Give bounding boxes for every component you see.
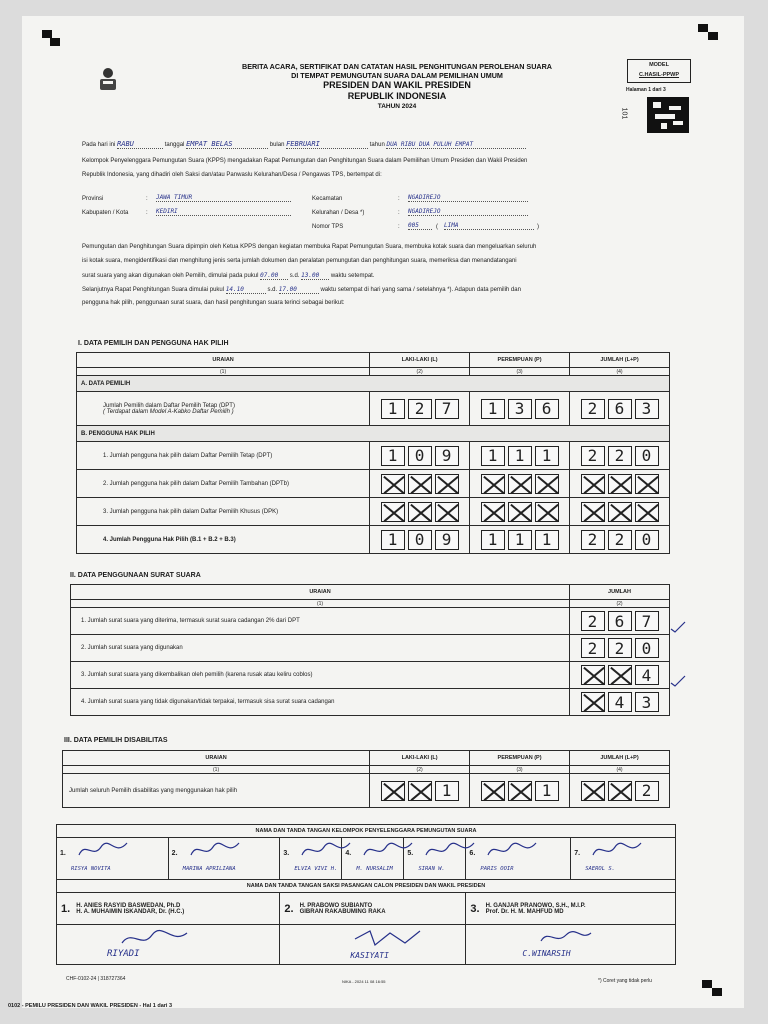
signature-icon [117,927,197,949]
corner-marker [708,32,718,40]
crossed-box [581,692,605,712]
col-jumlah: JUMLAH [570,585,670,600]
kpps-member-name: SAEROL S. [585,866,615,872]
col-perempuan: PEREMPUAN (P) [470,751,570,766]
digit-boxes [374,399,465,419]
kelurahan-field: NGADIREJO [408,208,528,216]
table-row [71,608,670,635]
kpps-title: NAMA DAN TANDA TANGAN KELOMPOK PENYELENGGARA PEMUNGUTAN SUARA [57,825,676,838]
crossed-box [581,502,605,522]
col-laki: LAKI-LAKI (L) [370,353,470,368]
crossed-box [581,665,605,685]
digit-boxes [374,474,465,494]
digit-box: 0 [408,446,432,466]
crossed-box [408,502,432,522]
digit-boxes [374,502,465,522]
digit-box: 2 [608,446,632,466]
crossed-box [481,781,505,801]
title-line-3: PRESIDEN DAN WAKIL PRESIDEN [323,80,471,90]
digit-box: 0 [635,446,659,466]
digit-boxes [374,530,465,550]
qr-code-icon [647,97,689,133]
digit-box: 1 [535,781,559,801]
tps-label: Nomor TPS [312,224,344,230]
col-num: (4) [570,368,670,376]
digit-boxes [574,665,665,685]
crossed-box [535,502,559,522]
crossed-box [608,502,632,522]
section-1-title: I. DATA PEMILIH DAN PENGGUNA HAK PILIH [78,340,229,347]
tps-paren-open: ( [436,224,438,230]
digit-box: 6 [535,399,559,419]
kabupaten-field: KEDIRI [156,208,291,216]
crossed-box [535,474,559,494]
section-a-title: A. DATA PEMILIH [77,376,670,392]
intro-paragraph-1b: Republik Indonesia, yang dihadiri oleh Saksi dan/atau Panwaslu Kelurahan/Desa / Pengawas TPS, bertempat di: [82,172,382,178]
digit-boxes [474,781,565,801]
digit-box: 7 [435,399,459,419]
ss-r1-label: 1. Jumlah surat suara yang diterima, termasuk surat suara cadangan 2% dari DPT [71,608,570,635]
col-uraian: URAIAN [63,751,370,766]
digit-boxes [474,474,565,494]
intro-paragraph-3b: pengguna hak pilih, penggunaan surat suara, dan hasil penghitungan suara terinci sebagai berikut: [82,300,345,306]
tps-code: 101 [620,107,628,120]
digit-box: 4 [608,692,632,712]
corner-marker [702,980,712,988]
table-row [63,774,670,808]
kpps-member-number: 5. [407,850,414,857]
intro-paragraph-1: Kelompok Penyelenggara Pemungutan Suara (KPPS) mengadakan Rapat Pemungutan dan Penghitungan Suara dalam Pemilihan Umum Presiden dan Wakil Presiden [82,158,528,164]
provinsi-label: Provinsi [82,196,104,202]
candidate-2-vice: GIBRAN RAKABUMING RAKA [299,908,386,915]
kpps-signature-cell [342,838,404,880]
provinsi-colon: : [146,196,148,202]
kpps-signature-cell [571,838,676,880]
crossed-box [581,781,605,801]
section-3-table [62,750,670,808]
digit-box: 4 [635,665,659,685]
digit-box: 9 [435,446,459,466]
witness-3-name: C.WINARSIH [522,949,571,958]
bulan-field: FEBRUARI [286,140,368,149]
candidate-3-president: H. GANJAR PRANOWO, S.H., M.I.P. [485,902,586,909]
crossed-box [381,502,405,522]
table-row [77,392,670,426]
col-jumlah: JUMLAH (L+P) [570,751,670,766]
digit-box: 2 [635,781,659,801]
section-1-table [76,352,670,554]
digit-box: 3 [508,399,532,419]
hari-field: RABU [117,140,163,149]
digit-box: 9 [435,530,459,550]
kpps-member-name: SIRAN W. [418,866,445,872]
ss-r2-label: 2. Jumlah surat suara yang digunakan [71,635,570,662]
digit-box: 2 [581,530,605,550]
digit-box: 0 [408,530,432,550]
digit-box: 1 [481,446,505,466]
table-row [71,635,670,662]
crossed-box [608,781,632,801]
digit-boxes [574,446,665,466]
crossed-box [635,502,659,522]
col-num: (1) [71,600,570,608]
kpps-member-name: PARIS OOIR [480,866,514,872]
kpps-signature-cell [466,838,571,880]
check-mark-icon [670,620,686,634]
corner-marker [712,988,722,996]
crossed-box [481,474,505,494]
digit-boxes [574,399,665,419]
b2-label: 2. Jumlah pengguna hak pilih dalam Daftar Pemilih Tambahan (DPTb) [77,470,370,498]
crossed-box [408,474,432,494]
digit-box: 1 [481,399,505,419]
digit-box: 2 [581,446,605,466]
crossed-box [508,502,532,522]
witness-1-name: RIYADI [107,949,140,959]
tanggal-field: EMPAT BELAS [186,140,268,149]
ss-r3-label: 3. Jumlah surat suara yang dikembalikan oleh pemilih (karena rusak atau keliru coblos) [71,662,570,689]
digit-box: 1 [381,446,405,466]
kpps-member-name: ELVIA VIVI H. [294,866,338,872]
digit-box: 0 [635,638,659,658]
intro-paragraph-2a: Pemungutan dan Penghitungan Suara dipimpin oleh Ketua KPPS dengan kegiatan membuka Rapat Pemungutan Suara, membuka kotak suara dan mengeluarkan seluruh [82,244,537,250]
crossed-box [635,474,659,494]
pada-hari-ini-label: Pada hari ini [82,142,116,148]
sd-label-1: s.d. [289,273,300,279]
kpps-signature-row [57,838,676,880]
witness-signature-row [57,925,676,965]
section-3-title: III. DATA PEMILIH DISABILITAS [64,737,168,744]
page-indicator: Halaman 1 dari 3 [626,87,666,93]
col-num: (2) [370,766,470,774]
col-num: (4) [570,766,670,774]
digit-boxes [574,692,665,712]
digit-box: 2 [581,399,605,419]
crossed-box [435,502,459,522]
digit-boxes [374,781,465,801]
signature-icon [187,839,243,861]
kpps-signature-cell [404,838,466,880]
corner-marker [698,24,708,32]
col-num: (2) [570,600,670,608]
digit-box: 2 [408,399,432,419]
crossed-box [408,781,432,801]
dpt-note: ( Terdapat dalam Model A-Kabko Daftar Pemilih ) [103,408,234,415]
col-laki: LAKI-LAKI (L) [370,751,470,766]
b3-label: 3. Jumlah pengguna hak pilih dalam Daftar Pemilih Khusus (DPK) [77,498,370,526]
digit-box: 1 [535,446,559,466]
footer-note: *) Coret yang tidak perlu [598,978,652,984]
digit-boxes [574,638,665,658]
digit-box: 7 [635,611,659,631]
col-jumlah: JUMLAH (L+P) [570,353,670,368]
tps-number-field: 005 [408,222,432,230]
candidate-2-president: H. PRABOWO SUBIANTO [299,902,373,909]
model-code: C.HASIL-PPWP [638,72,680,78]
col-num: (3) [470,766,570,774]
b4-label: 4. Jumlah Pengguna Hak Pilih (B.1 + B.2 + B.3) [77,526,370,554]
crossed-box [435,474,459,494]
candidate-1-number: 1. [61,902,71,915]
time-start-2: 14.10 [226,286,266,294]
intro-paragraph-2c: surat suara yang akan digunakan oleh Pemilih, dimulai pada pukul [82,273,259,279]
signature-icon [589,839,645,861]
digit-box: 2 [581,611,605,631]
col-num: (1) [63,766,370,774]
kpu-logo-icon [97,66,119,92]
kpps-signature-cell [57,838,169,880]
digit-box: 1 [381,399,405,419]
digit-boxes [574,530,665,550]
digit-box: 0 [635,530,659,550]
col-uraian: URAIAN [71,585,570,600]
kecamatan-colon: : [398,196,400,202]
candidate-1-president: H. ANIES RASYID BASWEDAN, Ph.D [76,902,181,909]
kelurahan-label: Kelurahan / Desa *) [312,210,365,216]
time-start-1: 07.00 [260,272,288,280]
crossed-box [481,502,505,522]
signature-icon [350,927,430,949]
model-label: MODEL [649,62,669,68]
kpps-member-number: 4. [345,850,352,857]
tps-paren-close: ) [537,224,539,230]
waktu-setempat-1: waktu setempat. [330,273,375,279]
crossed-box [508,474,532,494]
signature-icon [75,839,131,861]
digit-box: 6 [608,611,632,631]
dpt-label: Jumlah Pemilih dalam Daftar Pemilih Tetap (DPT) [103,402,235,409]
table-row [77,470,670,498]
title-line-1: BERITA ACARA, SERTIFIKAT DAN CATATAN HASIL PENGHITUNGAN PEROLEHAN SUARA [242,62,552,71]
crossed-box [381,474,405,494]
digit-box: 2 [608,638,632,658]
digit-boxes [374,446,465,466]
kelurahan-colon: : [398,210,400,216]
table-row [77,526,670,554]
kpps-member-name: MARINA APRILIANA [182,866,236,872]
section-2-table [70,584,670,716]
kpps-member-name: M. NURSALIM [356,866,393,872]
title-line-4: REPUBLIK INDONESIA [347,91,447,101]
kecamatan-label: Kecamatan [312,196,343,202]
form-sheet [22,16,744,1008]
saksi-title: NAMA DAN TANDA TANGAN SAKSI PASANGAN CALON PRESIDEN DAN WAKIL PRESIDEN [57,880,676,893]
crossed-box [608,665,632,685]
ss-r4-label: 4. Jumlah surat suara yang tidak digunakan/tidak terpakai, termasuk sisa surat suara cadangan [71,689,570,716]
footer-code-mid: NIKA - 2024 11 08 16:55 [342,979,386,984]
col-num: (2) [370,368,470,376]
col-num: (3) [470,368,570,376]
section-2-title: II. DATA PENGGUNAAN SURAT SUARA [70,572,201,579]
title-line-5: TAHUN 2024 [377,103,417,110]
crossed-box [381,781,405,801]
kecamatan-field: NGADIREJO [408,194,528,202]
kpps-member-number: 1. [60,850,66,857]
signature-icon [484,839,540,861]
digit-box: 2 [608,530,632,550]
bottom-caption: 0102 - PEMILU PRESIDEN DAN WAKIL PRESIDEN - Hal 1 dari 3 [8,1003,173,1009]
title-line-2: DI TEMPAT PEMUNGUTAN SUARA DALAM PEMILIHAN UMUM [291,71,503,80]
table-row [71,662,670,689]
crossed-box [608,474,632,494]
signature-table [56,824,676,965]
disabilitas-label: Jumlah seluruh Pemilih disabilitas yang menggunakan hak pilih [63,774,370,808]
digit-boxes [474,530,565,550]
kpps-signature-cell [168,838,280,880]
model-box [627,59,691,83]
tanggal-label: tanggal [164,142,185,148]
check-mark-icon [670,674,686,688]
intro-paragraph-2c-line [82,272,375,280]
kpps-member-number: 3. [283,850,290,857]
kpps-member-number: 7. [574,850,581,857]
kabupaten-label: Kabupaten / Kota [82,210,129,216]
time-end-2: 17.00 [279,286,319,294]
kpps-signature-cell [280,838,342,880]
signature-icon [536,927,596,947]
digit-boxes [574,611,665,631]
col-num: (1) [77,368,370,376]
digit-box: 3 [635,399,659,419]
section-b-title: B. PENGGUNA HAK PILIH [77,426,670,442]
digit-box: 1 [535,530,559,550]
digit-boxes [474,502,565,522]
kabupaten-colon: : [146,210,148,216]
digit-box: 1 [508,446,532,466]
digit-boxes [574,502,665,522]
footer-code-left: CHF-0102-24 | 318727364 [66,976,126,982]
col-perempuan: PEREMPUAN (P) [470,353,570,368]
tps-colon: : [398,224,400,230]
intro-paragraph-3a: Selanjutnya Rapat Penghitungan Suara dimulai pukul [82,287,225,293]
col-uraian: URAIAN [77,353,370,368]
intro-paragraph-3-line [82,286,521,294]
candidate-3-vice: Prof. Dr. H. M. MAHFUD MD [485,908,564,915]
digit-box: 1 [508,530,532,550]
crossed-box [508,781,532,801]
digit-box: 1 [381,530,405,550]
corner-marker [50,38,60,46]
candidate-2-number: 2. [284,902,294,915]
kpps-member-number: 6. [469,850,476,857]
kpps-member-name: RISYA NOVITA [71,866,111,872]
digit-box: 2 [581,638,605,658]
b1-label: 1. Jumlah pengguna hak pilih dalam Daftar Pemilih Tetap (DPT) [77,442,370,470]
bulan-label: bulan [269,142,285,148]
crossed-box [581,474,605,494]
digit-box: 3 [635,692,659,712]
intro-date-line [82,140,682,149]
provinsi-field: JAWA TIMUR [156,194,291,202]
time-end-1: 13.00 [301,272,329,280]
candidate-row [57,893,676,925]
tahun-field: DUA RIBU DUA PULUH EMPAT [386,141,526,149]
digit-boxes [574,474,665,494]
tps-words-field: LIMA [444,222,534,230]
sd-label-2: s.d. [267,287,278,293]
kpps-member-number: 2. [171,850,178,857]
digit-box: 6 [608,399,632,419]
digit-boxes [474,446,565,466]
waktu-setempat-2: waktu setempat di hari yang sama / setelahnya *). Adapun data pemilih dan [320,287,521,293]
witness-2-name: KASIYATI [350,951,389,960]
corner-marker [42,30,52,38]
digit-boxes [574,781,665,801]
digit-box: 1 [435,781,459,801]
candidate-3-number: 3. [470,902,480,915]
digit-box: 1 [481,530,505,550]
tahun-label: tahun [369,142,385,148]
table-row [77,442,670,470]
table-row [71,689,670,716]
intro-paragraph-2b: isi kotak suara, mengidentifikasi dan menghitung jenis serta jumlah dokumen dan peralatan pemungutan dan penghitungan suara, memeriksa dan menandatangani [82,258,517,264]
candidate-1-vice: H. A. MUHAIMIN ISKANDAR, Dr. (H.C.) [76,908,185,915]
digit-boxes [474,399,565,419]
table-row [77,498,670,526]
